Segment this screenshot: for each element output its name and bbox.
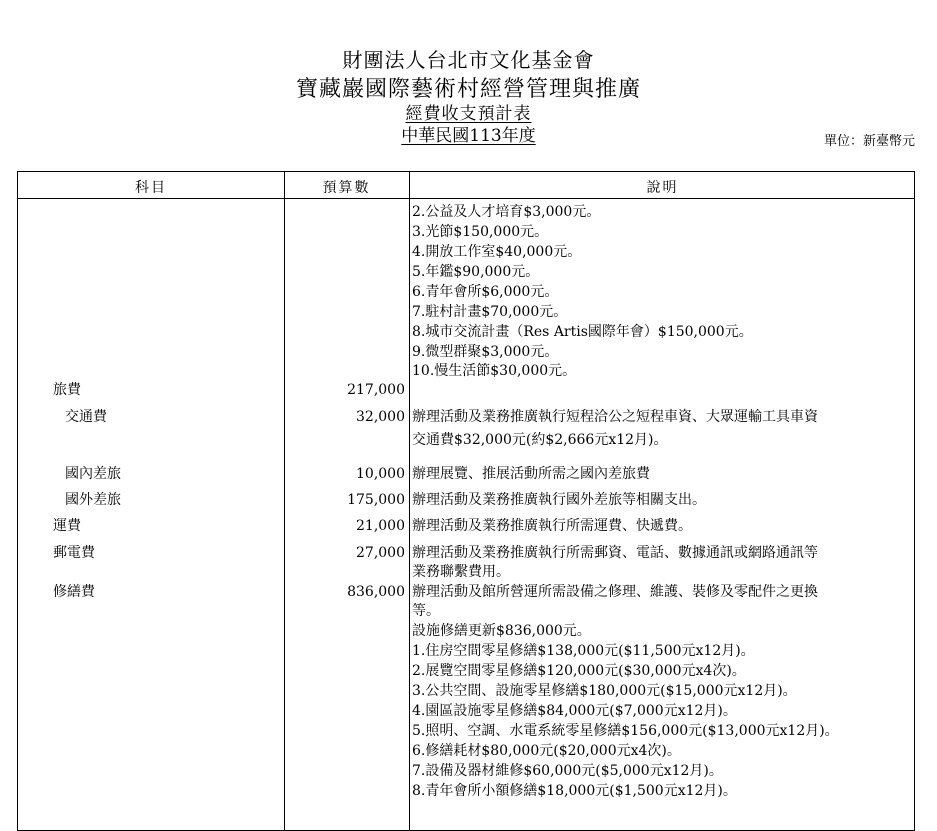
row-desc-line: 2.展覽空間零星修繕$120,000元($30,000元x4次)。 — [412, 663, 746, 679]
program-name: 寶藏巖國際藝術村經營管理與推廣 — [295, 77, 641, 102]
row-desc-line: 5.照明、空調、水電系統零星修繕$156,000元($13,000元x12月)。 — [412, 723, 839, 739]
row-desc-line: 3.公共空間、設施零星修繕$180,000元($15,000元x12月)。 — [412, 683, 797, 699]
continued-desc-line: 10.慢生活節$30,000元。 — [412, 363, 577, 379]
column-header-description: 說明 — [646, 180, 679, 196]
column-header-item: 科目 — [135, 180, 167, 196]
row-item-travel: 旅費 — [53, 382, 81, 398]
row-desc-line: 交通費$32,000元(約$2,666元x12月)。 — [412, 432, 668, 448]
row-desc-line: 1.住房空間零星修繕$138,000元($11,500元x12月)。 — [412, 643, 755, 659]
continued-desc-line: 4.開放工作室$40,000元。 — [412, 244, 582, 260]
org-name: 財團法人台北市文化基金會 — [342, 48, 595, 72]
continued-desc-line: 3.光節$150,000元。 — [412, 224, 549, 240]
continued-desc-line: 7.駐村計畫$70,000元。 — [412, 304, 568, 320]
row-desc-line: 業務聯繫費用。 — [412, 564, 510, 580]
row-desc-line: 辦理活動及業務推廣執行所需郵資、電話、數據通訊或網路通訊等 — [412, 545, 818, 561]
row-amount-freight: 21,000 — [356, 518, 405, 534]
row-desc-line: 8.青年會所小額修繕$18,000元($1,500元x12月)。 — [412, 783, 737, 799]
row-desc-line: 辦理活動及館所營運所需設備之修理、維護、裝修及零配件之更換 — [412, 584, 818, 600]
row-amount-travel: 217,000 — [347, 382, 405, 398]
continued-desc-line: 9.微型群聚$3,000元。 — [412, 344, 559, 360]
row-item-repairs: 修繕費 — [53, 584, 95, 600]
row-amount-transport: 32,000 — [356, 409, 405, 425]
currency-unit: 單位：新臺幣元 — [823, 134, 915, 149]
row-desc-line: 辦理活動及業務推廣執行短程洽公之短程車資、大眾運輸工具車資 — [412, 409, 818, 425]
row-item-freight: 運費 — [53, 518, 81, 534]
row-desc-line: 辦理活動及業務推廣執行國外差旅等相關支出。 — [412, 492, 706, 508]
row-amount-overseas-travel: 175,000 — [347, 492, 405, 508]
continued-desc-line: 8.城市交流計畫（Res Artis國際年會）$150,000元。 — [412, 324, 753, 340]
row-desc-line: 設施修繕更新$836,000元。 — [412, 623, 591, 639]
header-divider — [18, 198, 914, 199]
row-item-postal-telecom: 郵電費 — [53, 545, 95, 561]
row-desc-line: 辦理展覽、推展活動所需之國內差旅費 — [412, 466, 650, 482]
continued-desc-line: 6.青年會所$6,000元。 — [412, 284, 559, 300]
row-desc-line: 等。 — [412, 603, 440, 619]
row-desc-line: 辦理活動及業務推廣執行所需運費、快遞費。 — [412, 518, 692, 534]
row-item-domestic-travel: 國內差旅 — [65, 466, 121, 482]
budget-table — [17, 171, 915, 831]
row-desc-line: 6.修繕耗材$80,000元($20,000元x4次)。 — [412, 743, 681, 759]
row-amount-domestic-travel: 10,000 — [356, 466, 405, 482]
row-desc-line: 7.設備及器材維修$60,000元($5,000元x12月)。 — [412, 763, 723, 779]
continued-desc-line: 2.公益及人才培育$3,000元。 — [412, 204, 601, 220]
column-header-amount: 預算數 — [322, 180, 371, 196]
row-amount-repairs: 836,000 — [347, 584, 405, 600]
row-item-overseas-travel: 國外差旅 — [65, 492, 121, 508]
row-desc-line: 4.園區設施零星修繕$84,000元($7,000元x12月)。 — [412, 703, 737, 719]
continued-desc-line: 5.年鑑$90,000元。 — [412, 264, 540, 280]
fiscal-year: 中華民國113年度 — [401, 126, 536, 146]
row-item-transport: 交通費 — [65, 409, 107, 425]
row-amount-postal-telecom: 27,000 — [356, 545, 405, 561]
document-title: 經費收支預計表 — [405, 104, 532, 124]
column-divider — [409, 172, 410, 830]
